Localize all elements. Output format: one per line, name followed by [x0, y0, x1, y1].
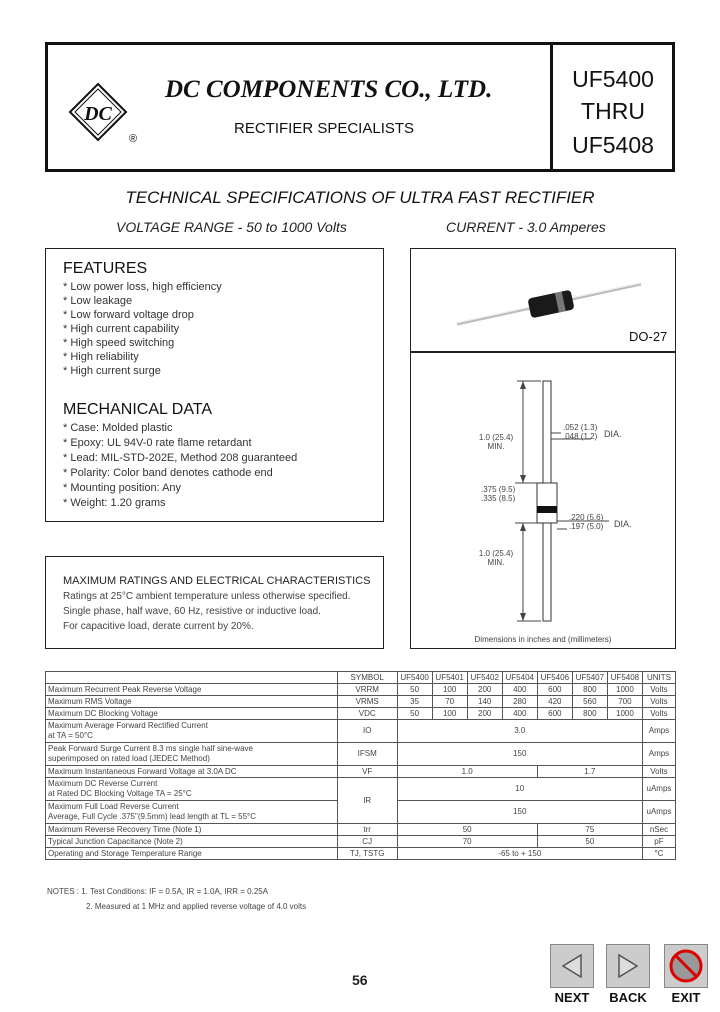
param-line: at Rated DC Blocking Voltage TA = 25°C — [48, 789, 192, 798]
value-cell: 150 — [397, 801, 642, 824]
note-2: 2. Measured at 1 MHz and applied reverse voltage of 4.0 volts — [86, 902, 307, 911]
param-line: Peak Forward Surge Current 8.3 ms single half sine-wave — [48, 744, 253, 753]
dim-lead-bot-min: MIN. — [487, 558, 505, 567]
param-line: Maximum Full Load Reverse Current — [48, 802, 179, 811]
param-cell: Maximum Recurrent Peak Reverse Voltage — [46, 684, 338, 696]
package-photo-panel — [410, 248, 676, 352]
param-cell: Maximum DC Blocking Voltage — [46, 708, 338, 720]
spec-table — [45, 671, 676, 860]
table-header: UF5404 — [502, 672, 537, 684]
registered-mark: ® — [129, 133, 138, 144]
unit-cell: °C — [642, 848, 675, 860]
list-item: * High current surge — [63, 365, 161, 377]
unit-cell: Amps — [642, 743, 675, 766]
symbol-cell: trr — [337, 824, 397, 836]
value-cell: 700 — [607, 696, 642, 708]
param-line: Maximum Average Forward Rectified Current — [48, 721, 208, 730]
table-header: UF5402 — [467, 672, 502, 684]
symbol-cell: IFSM — [337, 743, 397, 766]
value-cell: 400 — [502, 684, 537, 696]
table-row — [46, 778, 676, 801]
dim-lead-bot: 1.0 (25.4) — [478, 549, 514, 558]
table-header — [46, 672, 338, 684]
next-label[interactable]: NEXT — [554, 990, 590, 1005]
features-list — [63, 280, 222, 378]
mechanical-list — [63, 421, 297, 511]
param-cell: Operating and Storage Temperature Range — [46, 848, 338, 860]
part-last: UF5408 — [572, 132, 654, 158]
ratings-line: Single phase, half wave, 60 Hz, resistive or inductive load. — [63, 606, 321, 617]
tagline: RECTIFIER SPECIALISTS — [234, 120, 415, 137]
value-cell: 70 — [432, 696, 467, 708]
value-cell: 800 — [572, 684, 607, 696]
dim-body-dia: DIA. — [614, 519, 632, 529]
ratings-notes — [63, 589, 350, 634]
list-item: * High reliability — [63, 351, 139, 363]
value-cell: 35 — [397, 696, 432, 708]
symbol-cell: CJ — [337, 836, 397, 848]
param-cell: Maximum Reverse Recovery Time (Note 1) — [46, 824, 338, 836]
list-item: * Polarity: Color band denotes cathode end — [63, 467, 273, 479]
unit-cell: Amps — [642, 720, 675, 743]
ratings-line: Ratings at 25°C ambient temperature unless otherwise specified. — [63, 591, 351, 602]
dim-body-1: .375 (9.5) — [481, 485, 516, 494]
dim-wire-1: .052 (1.3) — [563, 423, 598, 432]
list-item: * Case: Molded plastic — [63, 422, 173, 434]
dim-lead-top: 1.0 (25.4) — [478, 433, 514, 442]
table-header-row — [46, 672, 676, 684]
value-cell: 150 — [397, 743, 642, 766]
exit-button[interactable] — [664, 944, 708, 988]
table-row — [46, 684, 676, 696]
table-row — [46, 696, 676, 708]
ratings-heading: MAXIMUM RATINGS AND ELECTRICAL CHARACTERISTICS — [63, 575, 371, 587]
value-cell: 10 — [397, 778, 642, 801]
table-header: UNITS — [642, 672, 675, 684]
unit-cell: Volts — [642, 708, 675, 720]
table-row — [46, 836, 676, 848]
value-cell: -65 to + 150 — [397, 848, 642, 860]
symbol-cell: VDC — [337, 708, 397, 720]
table-header: UF5408 — [607, 672, 642, 684]
dimension-drawing — [411, 353, 675, 648]
value-cell: 200 — [467, 708, 502, 720]
list-item: * Low power loss, high efficiency — [63, 281, 222, 293]
unit-cell: Volts — [642, 696, 675, 708]
value-cell: 50 — [537, 836, 642, 848]
value-cell: 50 — [397, 708, 432, 720]
value-cell: 1000 — [607, 708, 642, 720]
table-header: SYMBOL — [337, 672, 397, 684]
exit-icon — [665, 945, 707, 987]
table-row — [46, 743, 676, 766]
list-item: * Mounting position: Any — [63, 482, 182, 494]
dim-wire-dia: DIA. — [604, 429, 622, 439]
dim-body-2: .335 (8.5) — [481, 494, 516, 503]
list-item: * Low forward voltage drop — [63, 309, 194, 321]
table-row — [46, 824, 676, 836]
company-name: DC COMPONENTS CO., LTD. — [165, 76, 493, 103]
unit-cell: Volts — [642, 684, 675, 696]
note-1: NOTES : 1. Test Conditions: IF = 0.5A, IR = 1.0A, IRR = 0.25A — [47, 887, 269, 896]
dims-note: Dimensions in inches and (millimeters) — [474, 635, 612, 644]
current-rating: CURRENT - 3.0 Amperes — [446, 219, 606, 235]
param-line: Average, Full Cycle .375"(9.5mm) lead length at TL = 55°C — [48, 812, 256, 821]
table-header: UF5400 — [397, 672, 432, 684]
table-row — [46, 708, 676, 720]
table-header: UF5401 — [432, 672, 467, 684]
features-heading: FEATURES — [63, 260, 148, 277]
ratings-line: For capacitive load, derate current by 20%. — [63, 621, 254, 632]
value-cell: 280 — [502, 696, 537, 708]
table-header: UF5406 — [537, 672, 572, 684]
symbol-cell: VRRM — [337, 684, 397, 696]
next-button[interactable] — [550, 944, 594, 988]
unit-cell: Volts — [642, 766, 675, 778]
value-cell: 50 — [397, 824, 537, 836]
symbol-cell: IR — [337, 778, 397, 824]
unit-cell: uAmps — [642, 801, 675, 824]
dim-bodyd-2: .197 (5.0) — [569, 522, 604, 531]
back-button[interactable] — [606, 944, 650, 988]
company-logo — [66, 80, 156, 144]
value-cell: 560 — [572, 696, 607, 708]
page-number: 56 — [352, 972, 368, 988]
unit-cell: pF — [642, 836, 675, 848]
table-row — [46, 720, 676, 743]
param-cell: Typical Junction Capacitance (Note 2) — [46, 836, 338, 848]
back-label[interactable]: BACK — [609, 990, 647, 1005]
arrow-right-icon — [607, 945, 649, 987]
table-header: UF5407 — [572, 672, 607, 684]
mechanical-heading: MECHANICAL DATA — [63, 401, 213, 418]
table-row — [46, 848, 676, 860]
param-cell — [46, 801, 338, 824]
param-cell: Maximum Instantaneous Forward Voltage at 3.0A DC — [46, 766, 338, 778]
list-item: * High speed switching — [63, 337, 175, 349]
unit-cell: uAmps — [642, 778, 675, 801]
param-cell: Maximum RMS Voltage — [46, 696, 338, 708]
value-cell: 100 — [432, 684, 467, 696]
value-cell: 1.0 — [397, 766, 537, 778]
param-line: superimposed on rated load (JEDEC Method) — [48, 754, 210, 763]
param-cell — [46, 778, 338, 801]
value-cell: 140 — [467, 696, 502, 708]
param-line: at TA = 50°C — [48, 731, 93, 740]
symbol-cell: VRMS — [337, 696, 397, 708]
list-item: * Epoxy: UL 94V-0 rate flame retardant — [63, 437, 252, 449]
param-cell — [46, 720, 338, 743]
dim-lead-top-min: MIN. — [487, 442, 505, 451]
symbol-cell: TJ, TSTG — [337, 848, 397, 860]
value-cell: 3.0 — [397, 720, 642, 743]
exit-label[interactable]: EXIT — [671, 990, 701, 1005]
dim-bodyd-1: .220 (5.6) — [569, 513, 604, 522]
part-thru: THRU — [581, 98, 645, 124]
value-cell: 70 — [397, 836, 537, 848]
value-cell: 420 — [537, 696, 572, 708]
list-item: * Lead: MIL-STD-202E, Method 208 guaranteed — [63, 452, 298, 464]
value-cell: 600 — [537, 708, 572, 720]
voltage-range: VOLTAGE RANGE - 50 to 1000 Volts — [116, 219, 347, 235]
value-cell: 600 — [537, 684, 572, 696]
value-cell: 100 — [432, 708, 467, 720]
value-cell: 75 — [537, 824, 642, 836]
list-item: * Weight: 1.20 grams — [63, 497, 166, 509]
table-row — [46, 766, 676, 778]
logo-text: DC — [84, 103, 112, 125]
unit-cell: nSec — [642, 824, 675, 836]
arrow-left-icon — [551, 945, 593, 987]
list-item: * Low leakage — [63, 295, 133, 307]
dimensions-panel — [410, 352, 676, 649]
page-title: TECHNICAL SPECIFICATIONS OF ULTRA FAST RECTIFIER — [125, 188, 595, 207]
dim-wire-2: .048 (1.2) — [563, 432, 598, 441]
list-item: * High current capability — [63, 323, 180, 335]
param-cell — [46, 743, 338, 766]
package-name: DO-27 — [629, 329, 668, 344]
symbol-cell: IO — [337, 720, 397, 743]
symbol-cell: VF — [337, 766, 397, 778]
value-cell: 50 — [397, 684, 432, 696]
value-cell: 1.7 — [537, 766, 642, 778]
value-cell: 200 — [467, 684, 502, 696]
value-cell: 800 — [572, 708, 607, 720]
value-cell: 1000 — [607, 684, 642, 696]
param-line: Maximum DC Reverse Current — [48, 779, 158, 788]
value-cell: 400 — [502, 708, 537, 720]
part-first: UF5400 — [572, 66, 654, 92]
